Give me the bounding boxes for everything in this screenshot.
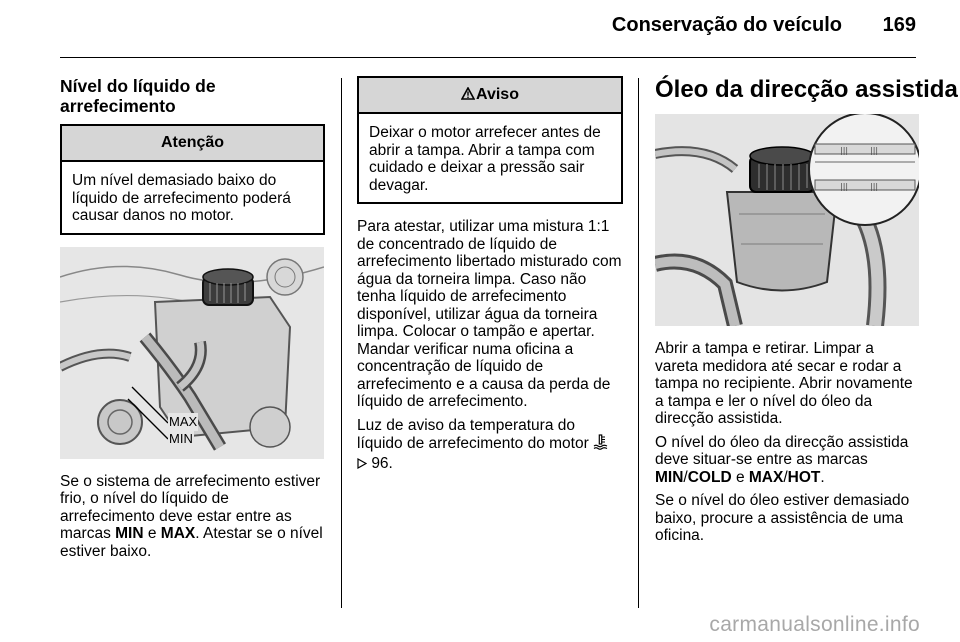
hot-mark-text: HOT bbox=[787, 468, 821, 486]
conjunction-text: e bbox=[143, 525, 161, 542]
slash-separator: / bbox=[783, 468, 788, 486]
site-watermark: carmanualsonline.info bbox=[709, 613, 920, 636]
svg-text:|||: ||| bbox=[840, 146, 849, 155]
warning-text: Deixar o motor arrefecer antes de abrir a tampa. Abrir a tampa com cuidado e deixar a pressão sair devagar. bbox=[369, 124, 601, 194]
conjunction-text: e bbox=[731, 468, 749, 486]
temperature-light-paragraph bbox=[357, 417, 623, 473]
max-mark-label: MAX bbox=[169, 414, 198, 429]
attention-title: Atenção bbox=[62, 126, 323, 162]
coolant-level-paragraph bbox=[60, 473, 325, 561]
oil-level-paragraph bbox=[655, 434, 921, 487]
warning-title: Aviso bbox=[476, 86, 519, 103]
page-ref-arrow-icon bbox=[357, 455, 371, 472]
min-mark-text: MIN bbox=[655, 468, 684, 486]
column-divider-1 bbox=[341, 78, 342, 608]
oil-level-text: O nível do óleo da direcção assistida deve situar-se entre as marcas bbox=[655, 433, 909, 468]
coolant-level-text-end: . Atestar se o nível estiver baixo. bbox=[60, 525, 323, 560]
min-mark-text: MIN bbox=[115, 525, 144, 542]
column-divider-2 bbox=[638, 78, 639, 608]
refill-paragraph: Para atestar, utilizar uma mistura 1:1 de concentrado de líquido de arrefecimento libertado misturado com água da torneira limpa. Caso não tenha líquido de arrefecimento disponível, utilizar água da torneira limpa. Colocar o tampão e apertar. Mandar verificar numa oficina a concentração de líquido de arrefecimento e a causa da perda de líquido de arrefecimento. bbox=[357, 218, 622, 410]
dipstick-paragraph: Abrir a tampa e retirar. Limpar a vareta medidora até secar e rodar a tampa no recipiente. Abrir novamente a tampa e ler o nível do óleo da direcção assistida. bbox=[655, 340, 913, 427]
min-mark-label: MIN bbox=[169, 431, 193, 446]
slash-separator: / bbox=[683, 468, 688, 486]
column-coolant bbox=[60, 76, 325, 566]
page-header-title: Conservação do veículo bbox=[611, 14, 842, 36]
page-number: 169 bbox=[882, 14, 916, 36]
oil-level-text-end: . bbox=[820, 468, 825, 486]
cold-mark-text: COLD bbox=[687, 468, 732, 486]
svg-text:|||: ||| bbox=[840, 182, 849, 191]
power-steering-figure bbox=[655, 114, 919, 326]
column-coolant-refill bbox=[357, 76, 623, 478]
svg-text:|||: ||| bbox=[870, 182, 879, 191]
column-power-steering bbox=[655, 76, 958, 551]
low-oil-paragraph: Se o nível do óleo estiver demasiado baixo, procure a assistência de uma oficina. bbox=[655, 492, 910, 544]
attention-box bbox=[60, 124, 325, 235]
svg-text:|||: ||| bbox=[870, 146, 879, 155]
warning-box bbox=[357, 76, 623, 204]
section-heading-power-steering: Óleo da direcção assistida bbox=[655, 76, 958, 103]
coolant-level-text: Se o sistema de arrefecimento estiver frio, o nível do líquido de arrefecimento deve estar entre as marcas bbox=[60, 472, 321, 542]
max-mark-text: MAX bbox=[748, 468, 784, 486]
section-heading-coolant: Nível do líquido de arrefecimento bbox=[60, 76, 216, 116]
attention-text: Um nível demasiado baixo do líquido de arrefecimento poderá causar danos no motor. bbox=[72, 172, 291, 224]
power-steering-reservoir-illustration bbox=[655, 114, 919, 326]
warning-title-row bbox=[359, 78, 621, 114]
header-rule bbox=[60, 57, 916, 58]
max-mark-text: MAX bbox=[160, 525, 196, 542]
page-ref-link[interactable]: 96. bbox=[371, 454, 393, 472]
coolant-reservoir-figure bbox=[60, 247, 324, 459]
coolant-temperature-icon bbox=[593, 434, 608, 455]
temperature-light-text: Luz de aviso da temperatura do líquido de arrefecimento do motor bbox=[357, 416, 589, 452]
warning-triangle-icon bbox=[461, 78, 475, 112]
